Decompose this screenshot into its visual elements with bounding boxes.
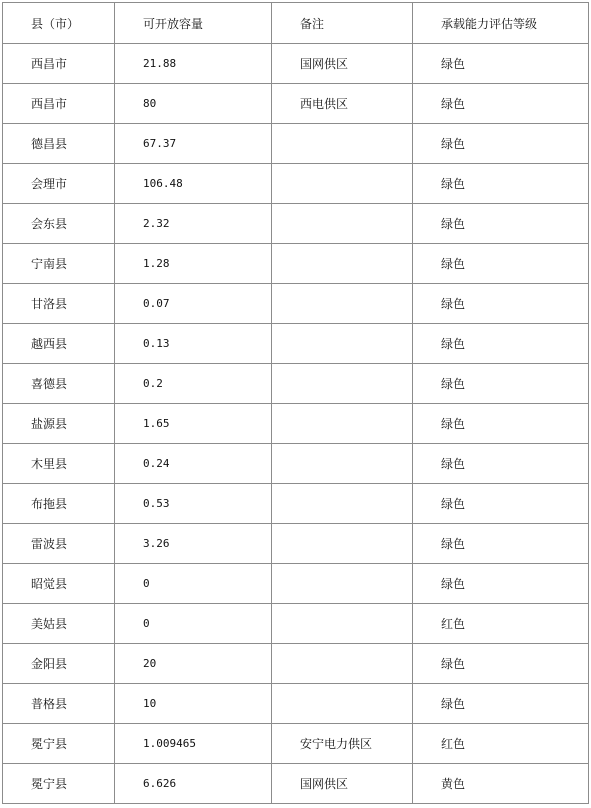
cell-county: 木里县 [3, 444, 115, 484]
cell-note: 西电供区 [272, 84, 413, 124]
cell-note [272, 564, 413, 604]
cell-capacity: 67.37 [115, 124, 272, 164]
cell-capacity: 0.2 [115, 364, 272, 404]
cell-capacity: 0.13 [115, 324, 272, 364]
table-row [3, 524, 589, 564]
cell-grade: 绿色 [413, 284, 589, 324]
cell-capacity: 0 [115, 564, 272, 604]
cell-county: 德昌县 [3, 124, 115, 164]
table-row [3, 404, 589, 444]
cell-grade: 绿色 [413, 364, 589, 404]
cell-grade: 绿色 [413, 644, 589, 684]
cell-county: 昭觉县 [3, 564, 115, 604]
cell-capacity: 0.53 [115, 484, 272, 524]
cell-capacity: 10 [115, 684, 272, 724]
cell-grade: 绿色 [413, 124, 589, 164]
header-capacity: 可开放容量 [115, 3, 272, 44]
cell-grade: 绿色 [413, 444, 589, 484]
table-row [3, 284, 589, 324]
cell-grade: 绿色 [413, 204, 589, 244]
cell-note [272, 124, 413, 164]
capacity-table [2, 2, 589, 804]
cell-capacity: 0 [115, 604, 272, 644]
cell-capacity: 1.009465 [115, 724, 272, 764]
cell-note [272, 644, 413, 684]
cell-county: 布拖县 [3, 484, 115, 524]
cell-note [272, 164, 413, 204]
table-row [3, 324, 589, 364]
cell-capacity: 0.07 [115, 284, 272, 324]
cell-county: 西昌市 [3, 84, 115, 124]
cell-note: 国网供区 [272, 44, 413, 84]
cell-county: 美姑县 [3, 604, 115, 644]
cell-capacity: 21.88 [115, 44, 272, 84]
cell-note [272, 244, 413, 284]
cell-note: 国网供区 [272, 764, 413, 804]
table-row [3, 364, 589, 404]
header-note: 备注 [272, 3, 413, 44]
cell-grade: 绿色 [413, 84, 589, 124]
cell-county: 普格县 [3, 684, 115, 724]
cell-note [272, 284, 413, 324]
cell-grade: 绿色 [413, 484, 589, 524]
table-row [3, 604, 589, 644]
cell-county: 冕宁县 [3, 764, 115, 804]
cell-grade: 红色 [413, 604, 589, 644]
table-row [3, 724, 589, 764]
cell-note [272, 204, 413, 244]
table-row [3, 164, 589, 204]
table-row [3, 44, 589, 84]
cell-capacity: 106.48 [115, 164, 272, 204]
cell-county: 雷波县 [3, 524, 115, 564]
cell-note [272, 484, 413, 524]
cell-note [272, 364, 413, 404]
cell-county: 盐源县 [3, 404, 115, 444]
cell-capacity: 6.626 [115, 764, 272, 804]
cell-grade: 绿色 [413, 404, 589, 444]
table-header [3, 3, 589, 44]
table-row [3, 684, 589, 724]
cell-grade: 绿色 [413, 564, 589, 604]
cell-note [272, 404, 413, 444]
cell-county: 会理市 [3, 164, 115, 204]
table-row [3, 204, 589, 244]
cell-capacity: 3.26 [115, 524, 272, 564]
header-row [3, 3, 589, 44]
cell-grade: 绿色 [413, 164, 589, 204]
cell-note [272, 324, 413, 364]
cell-capacity: 20 [115, 644, 272, 684]
cell-capacity: 80 [115, 84, 272, 124]
cell-grade: 绿色 [413, 44, 589, 84]
cell-county: 会东县 [3, 204, 115, 244]
cell-county: 喜德县 [3, 364, 115, 404]
cell-note: 安宁电力供区 [272, 724, 413, 764]
table-row [3, 764, 589, 804]
header-county: 县（市） [3, 3, 115, 44]
cell-note [272, 524, 413, 564]
cell-grade: 绿色 [413, 244, 589, 284]
cell-capacity: 0.24 [115, 444, 272, 484]
table-row [3, 444, 589, 484]
cell-county: 冕宁县 [3, 724, 115, 764]
table-row [3, 84, 589, 124]
cell-grade: 红色 [413, 724, 589, 764]
cell-grade: 绿色 [413, 324, 589, 364]
cell-county: 越西县 [3, 324, 115, 364]
table-row [3, 564, 589, 604]
cell-grade: 黄色 [413, 764, 589, 804]
table-row [3, 124, 589, 164]
header-grade: 承载能力评估等级 [413, 3, 589, 44]
table-row [3, 244, 589, 284]
cell-county: 西昌市 [3, 44, 115, 84]
cell-county: 金阳县 [3, 644, 115, 684]
cell-capacity: 1.65 [115, 404, 272, 444]
cell-county: 宁南县 [3, 244, 115, 284]
cell-note [272, 444, 413, 484]
table-row [3, 644, 589, 684]
table-row [3, 484, 589, 524]
cell-capacity: 2.32 [115, 204, 272, 244]
cell-county: 甘洛县 [3, 284, 115, 324]
cell-grade: 绿色 [413, 524, 589, 564]
cell-note [272, 604, 413, 644]
cell-note [272, 684, 413, 724]
table-body [3, 44, 589, 804]
cell-capacity: 1.28 [115, 244, 272, 284]
cell-grade: 绿色 [413, 684, 589, 724]
